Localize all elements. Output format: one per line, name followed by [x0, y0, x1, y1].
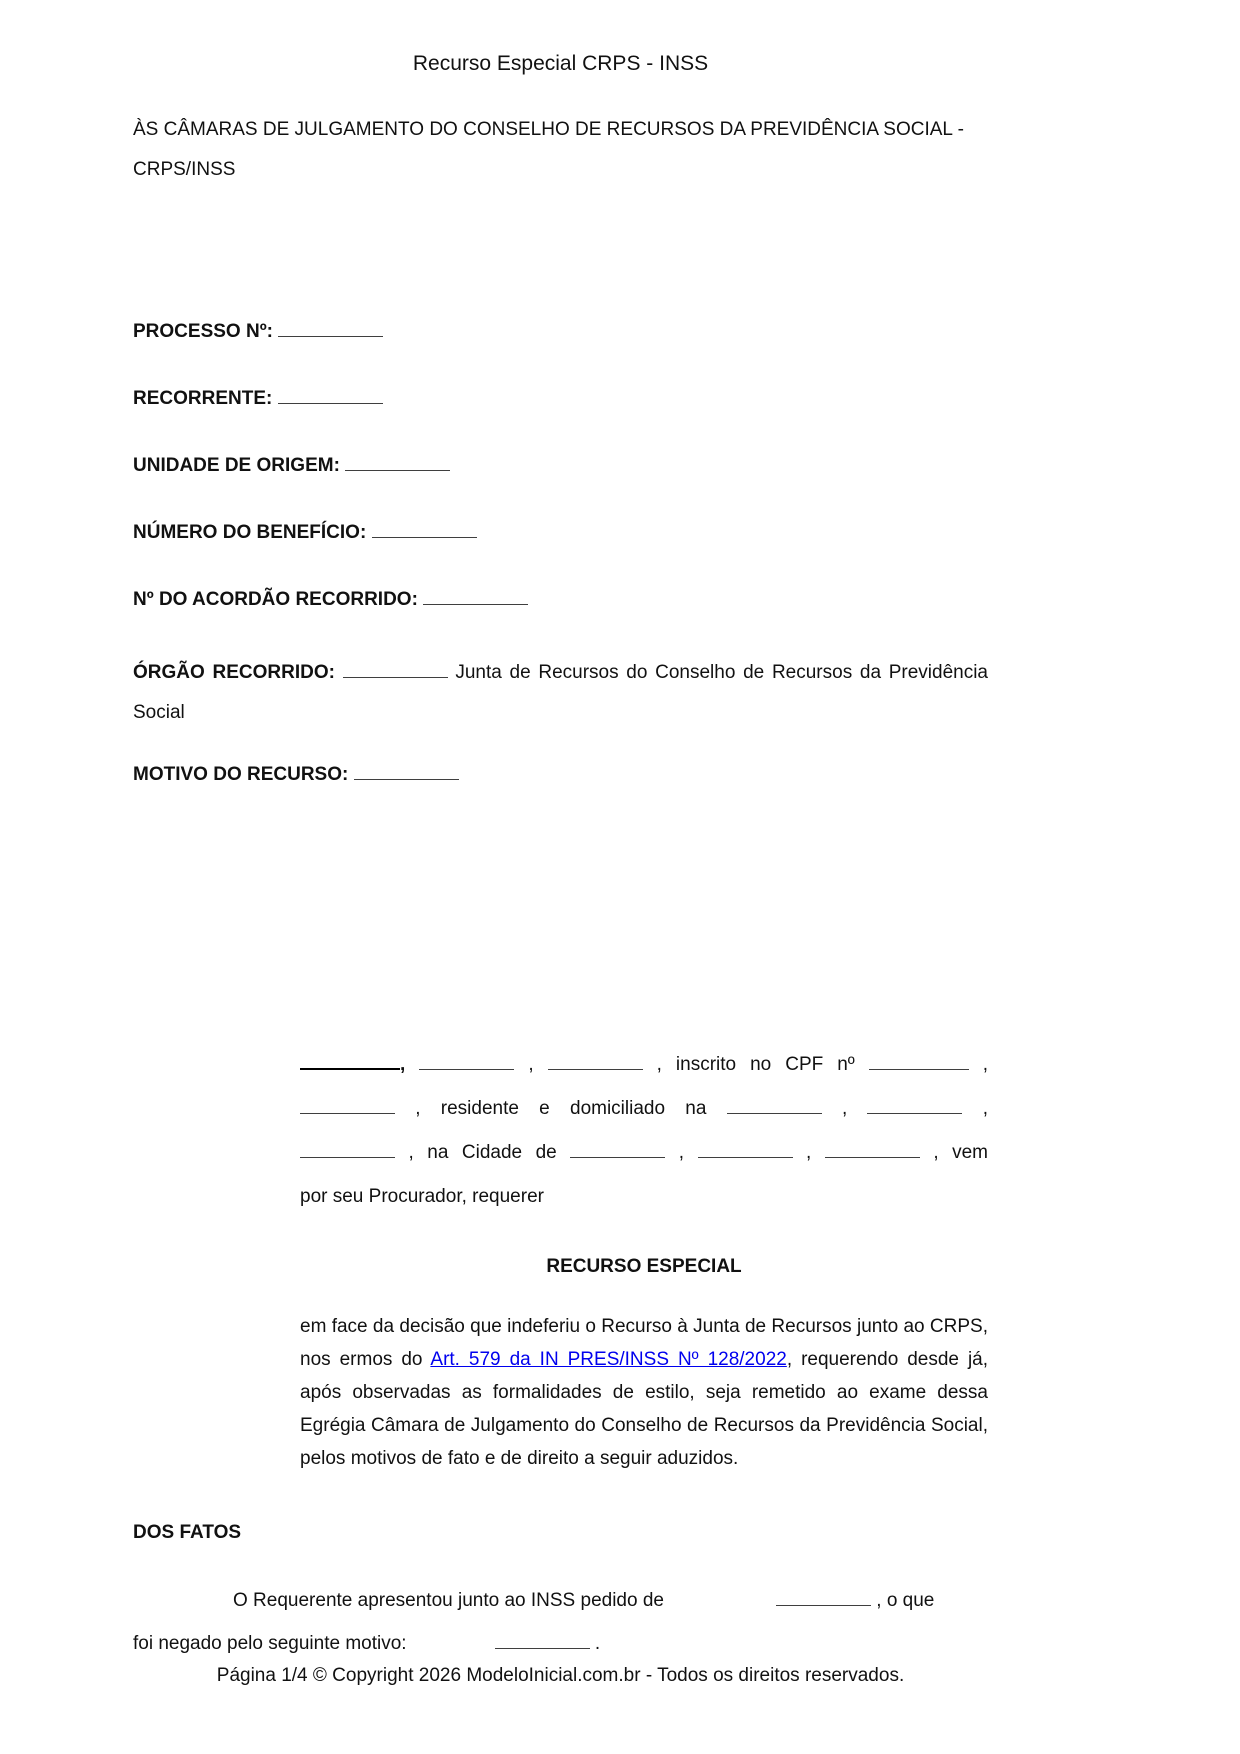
- document-title: Recurso Especial CRPS - INSS: [412, 52, 709, 75]
- fatos-paragraph: [133, 1579, 988, 1665]
- fatos-line-2-text: foi negado pelo seguinte motivo:: [133, 1633, 407, 1654]
- orgao-recorrido-blank: [343, 662, 448, 678]
- estado-blank: [698, 1142, 793, 1158]
- fatos-line-1-text: O Requerente apresentou junto ao INSS pedido de: [233, 1590, 664, 1611]
- comma-separator: ,: [528, 1054, 534, 1075]
- fields-section: [133, 318, 988, 788]
- comma-separator: ,: [841, 1098, 848, 1119]
- comma-separator: ,: [806, 1142, 812, 1163]
- cidade-blank: [570, 1142, 665, 1158]
- motivo-negativa-blank: [495, 1633, 590, 1649]
- numero-beneficio-blank: [372, 522, 477, 538]
- residente-text: , residente e domiciliado na: [415, 1098, 707, 1119]
- pedido-blank: [776, 1590, 871, 1606]
- fatos-line-1-suffix: , o que: [876, 1590, 935, 1611]
- fatos-line-2: [133, 1622, 988, 1665]
- qualification-section: [300, 1043, 988, 1219]
- qualification-blank: [419, 1054, 514, 1070]
- bold-comma: ,: [400, 1054, 406, 1075]
- na-cidade-text: , na Cidade de: [408, 1142, 557, 1163]
- endereco-blank: [867, 1098, 962, 1114]
- body-paragraph: [300, 1310, 988, 1475]
- unidade-origem-blank: [345, 455, 450, 471]
- qualification-blank: [548, 1054, 643, 1070]
- qualification-blank: [300, 1098, 395, 1114]
- recorrente-blank: [278, 388, 383, 404]
- inscrito-cpf-text: , inscrito no CPF nº: [656, 1054, 855, 1075]
- cpf-blank: [869, 1054, 969, 1070]
- orgao-recorrido-label: ÓRGÃO RECORRIDO:: [133, 662, 335, 683]
- motivo-recurso-label: MOTIVO DO RECURSO:: [133, 764, 349, 785]
- body-text-after-link: , requerendo desde já, após observadas as formalidades de estilo, seja remetido ao exame dessa Egrégia Câmara de Julgamento do Conselho de Recursos da Previdência Social, pelos motivos de fato e de direito a seguir aduzidos.: [300, 1349, 989, 1469]
- recurso-especial-heading: RECURSO ESPECIAL: [546, 1256, 742, 1277]
- dos-fatos-heading: DOS FATOS: [133, 1522, 242, 1543]
- field-row-processo: [133, 318, 988, 345]
- addressee-paragraph: ÀS CÂMARAS DE JULGAMENTO DO CONSELHO DE RECURSOS DA PREVIDÊNCIA SOCIAL - CRPS/INSS: [133, 119, 964, 180]
- endereco-blank: [727, 1098, 822, 1114]
- comma-separator: ,: [678, 1142, 685, 1163]
- qualification-line-4: por seu Procurador, requerer: [300, 1186, 544, 1207]
- orgao-recorrido-suffix: Junta de Recursos do Conselho de Recursos da Previdência Social: [133, 662, 988, 723]
- vem-text: , vem: [933, 1142, 988, 1163]
- fatos-line-2-suffix: .: [594, 1633, 601, 1654]
- recorrente-nome-blank: [300, 1053, 400, 1070]
- field-row-unidade-origem: [133, 452, 988, 479]
- unidade-origem-label: UNIDADE DE ORIGEM:: [133, 455, 340, 476]
- field-row-recorrente: [133, 385, 988, 412]
- field-row-numero-beneficio: [133, 519, 988, 546]
- field-row-orgao-recorrido: [133, 653, 988, 733]
- qualification-line-3: [300, 1131, 988, 1175]
- spacer: [407, 1648, 495, 1649]
- processo-blank: [278, 321, 383, 337]
- fatos-line-1: [133, 1579, 988, 1622]
- comma-separator: ,: [982, 1098, 988, 1119]
- field-row-motivo-recurso: [133, 761, 988, 788]
- qualification-line-1: [300, 1043, 988, 1087]
- numero-beneficio-label: NÚMERO DO BENEFÍCIO:: [133, 522, 367, 543]
- cep-blank: [825, 1142, 920, 1158]
- body-text-before-link: em face da decisão que indeferiu o Recurso à Junta de Recursos junto ao CRPS, nos ermos do: [300, 1316, 988, 1370]
- acordao-recorrido-label: Nº DO ACORDÃO RECORRIDO:: [133, 589, 418, 610]
- endereco-blank: [300, 1142, 395, 1158]
- spacer: [664, 1605, 776, 1606]
- qualification-line-2: [300, 1087, 988, 1131]
- motivo-recurso-blank: [354, 764, 459, 780]
- processo-label: PROCESSO Nº:: [133, 321, 273, 342]
- page-footer: Página 1/4 © Copyright 2026 ModeloInicial.com.br - Todos os direitos reservados.: [216, 1665, 905, 1686]
- field-row-acordao-recorrido: [133, 586, 988, 613]
- comma-separator: ,: [982, 1054, 989, 1075]
- in-pres-inss-link[interactable]: Art. 579 da IN PRES/INSS Nº 128/2022: [430, 1349, 787, 1370]
- recorrente-label: RECORRENTE:: [133, 388, 273, 409]
- acordao-recorrido-blank: [423, 589, 528, 605]
